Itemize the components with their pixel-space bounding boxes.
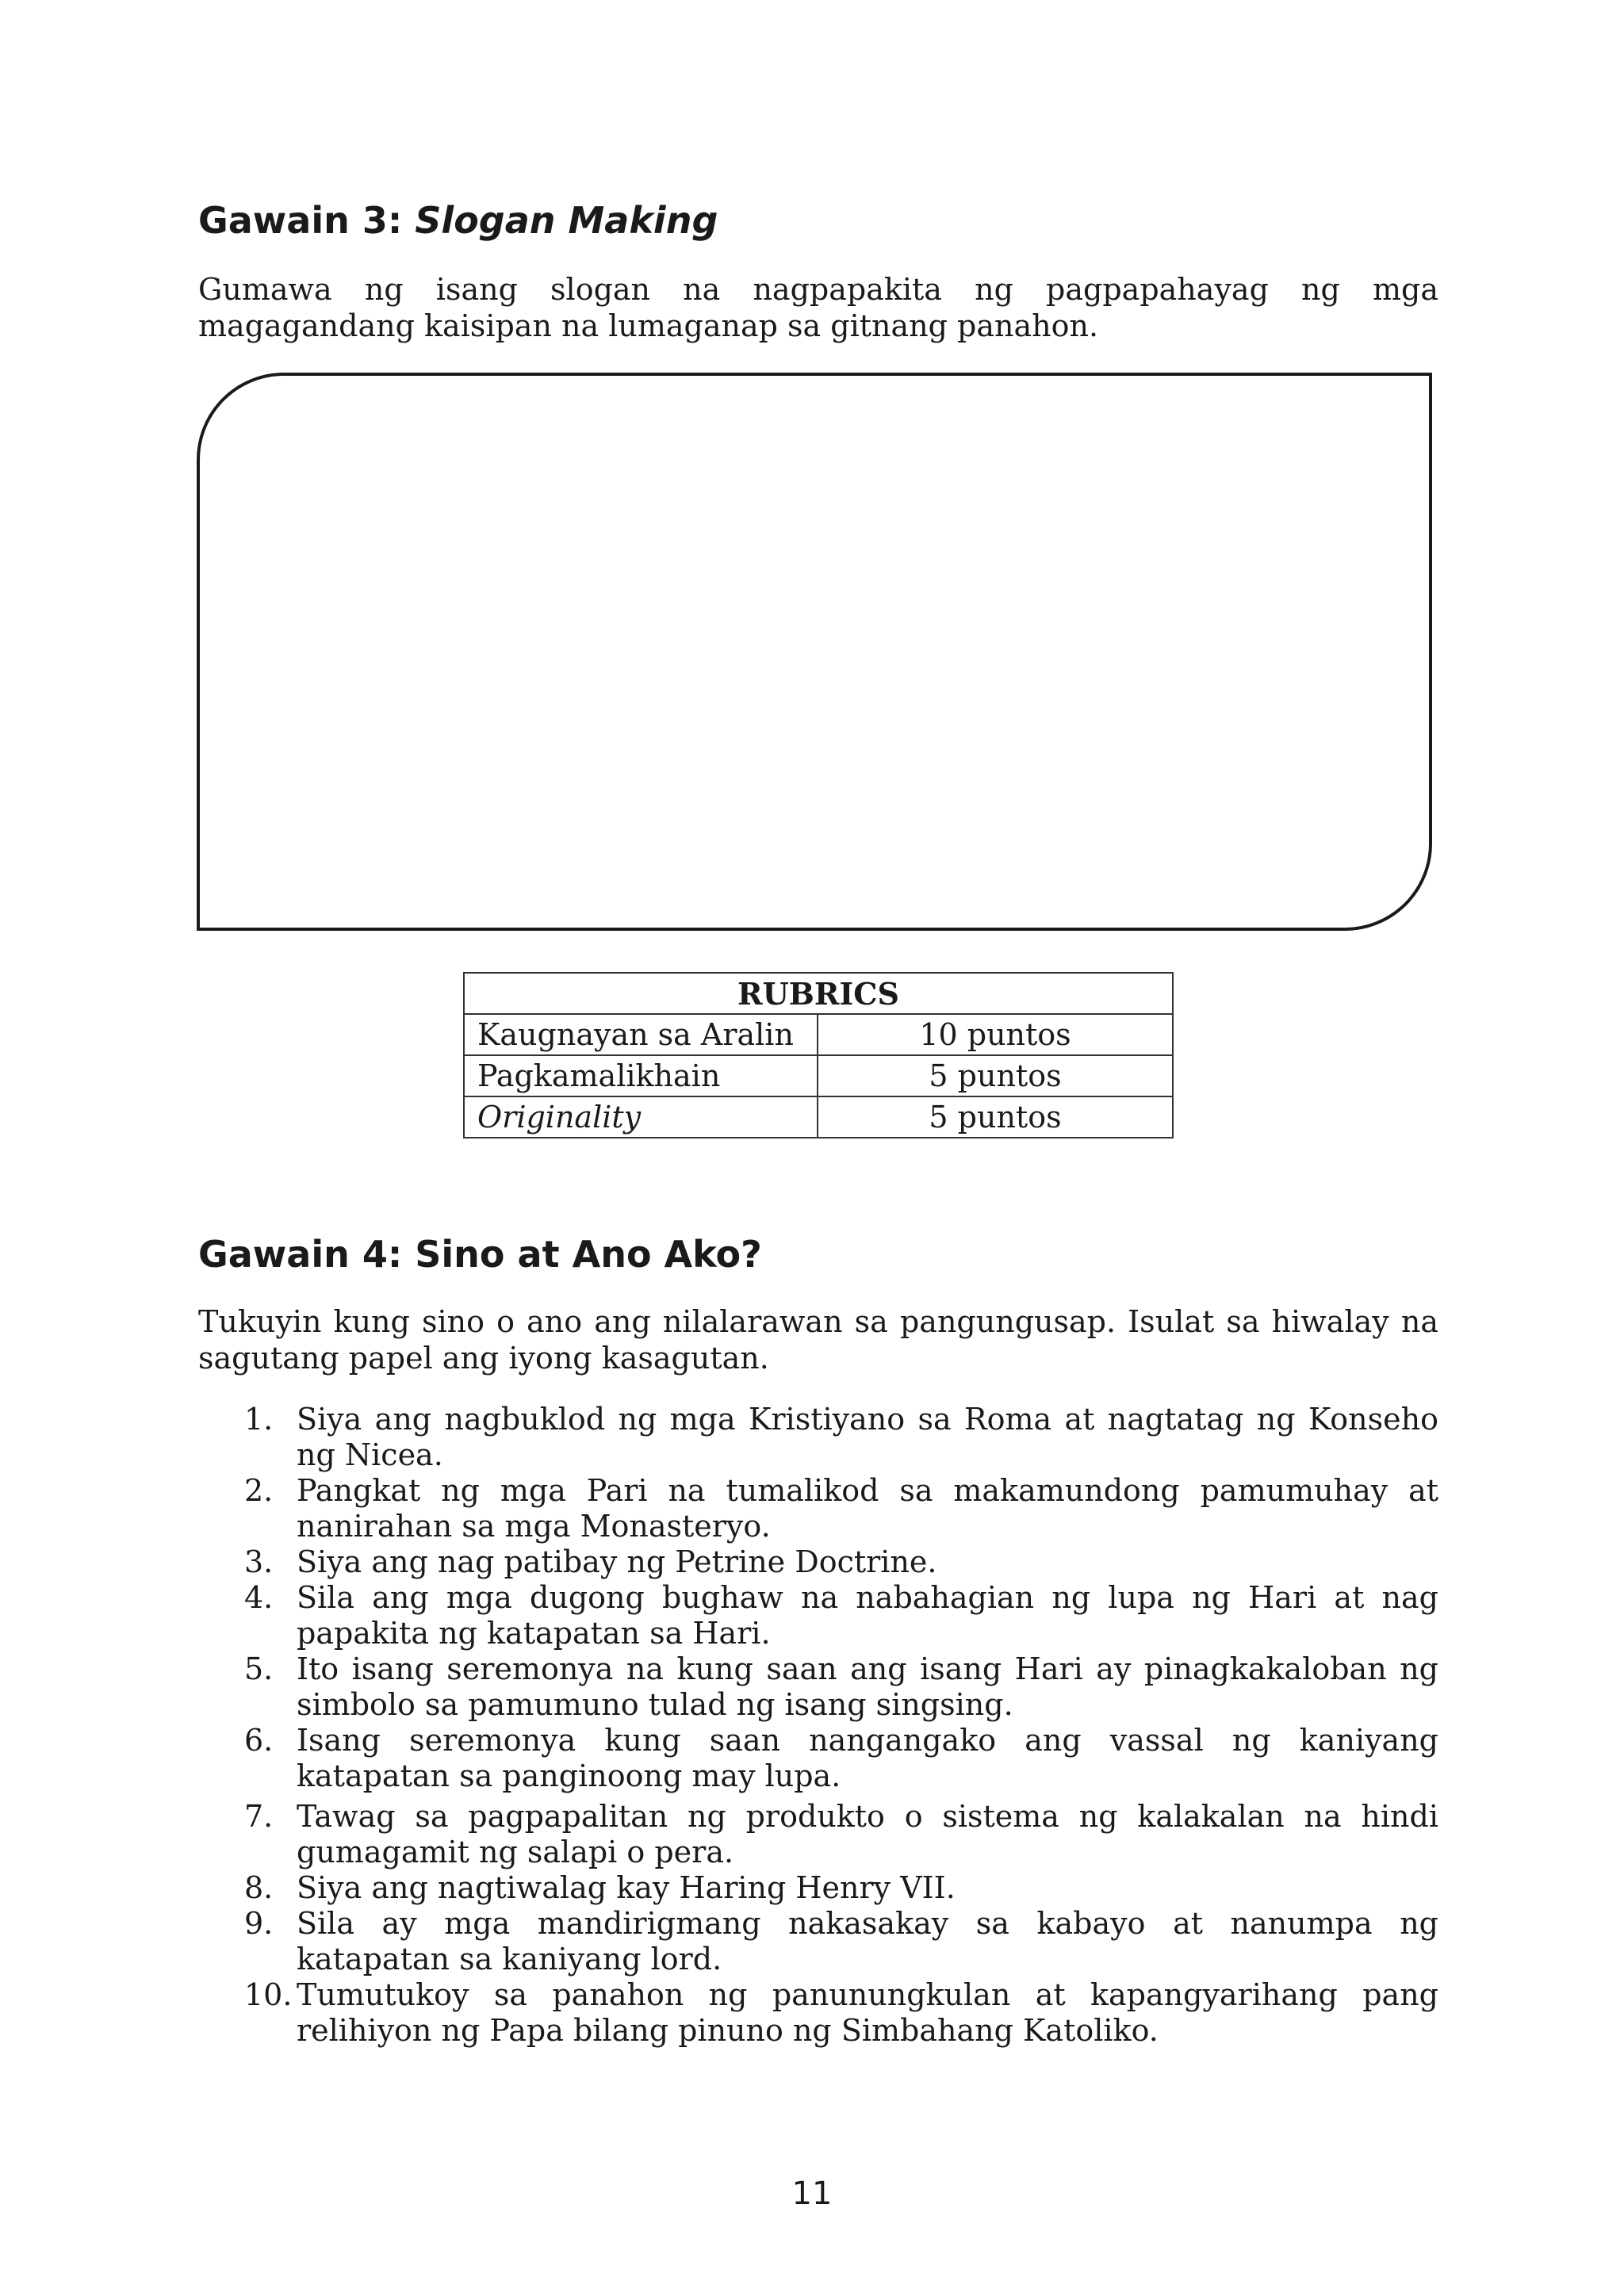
rubrics-row — [464, 1014, 1173, 1055]
question-text: Isang seremonya kung saan nangangako ang vassal ng kaniyang katapatan sa panginoong may lupa. — [297, 1723, 1438, 1793]
question-number: 10. — [244, 1977, 293, 2012]
rubrics-row — [464, 1096, 1173, 1138]
question-item — [198, 1544, 1438, 1580]
question-text: Pangkat ng mga Pari na tumalikod sa makamundong pamumuhay at nanirahan sa mga Monasteryo. — [297, 1473, 1438, 1544]
question-text: Siya ang nagbuklod ng mga Kristiyano sa Roma at nagtatag ng Konseho ng Nicea. — [297, 1402, 1438, 1472]
question-number: 5. — [244, 1651, 274, 1686]
question-text: Sila ang mga dugong bughaw na nabahagian ng lupa ng Hari at nag papakita ng katapatan sa Hari. — [297, 1580, 1438, 1651]
gawain3-title-italic: Slogan Making — [415, 199, 718, 242]
gawain3-title-prefix: Gawain 3: — [198, 199, 416, 242]
rubrics-criterion: Originality — [464, 1096, 818, 1138]
question-number: 1. — [244, 1402, 274, 1437]
question-text: Sila ay mga mandirigmang nakasakay sa kabayo at nanumpa ng katapatan sa kaniyang lord. — [297, 1906, 1438, 1976]
gawain3-instructions: Gumawa ng isang slogan na nagpapakita ng pagpapahayag ng mga magagandang kaisipan na lumaganap sa gitnang panahon. — [198, 272, 1438, 343]
page-number: 11 — [791, 2175, 833, 2212]
gawain3-title — [198, 198, 718, 243]
question-number: 8. — [244, 1870, 274, 1905]
question-text: Siya ang nag patibay ng Petrine Doctrine. — [297, 1544, 937, 1579]
question-item — [198, 1580, 1438, 1651]
question-number: 7. — [244, 1799, 274, 1834]
question-item — [198, 1723, 1438, 1794]
rubrics-header: RUBRICS — [464, 973, 1173, 1014]
question-text: Tumutukoy sa panahon ng panunungkulan at kapangyarihang pang relihiyon ng Papa bilang pinuno ng Simbahang Katoliko. — [297, 1977, 1438, 2048]
question-number: 9. — [244, 1906, 274, 1941]
question-item — [198, 1651, 1438, 1723]
question-item — [198, 1402, 1438, 1473]
question-item — [198, 1799, 1438, 1870]
rubrics-criterion: Pagkamalikhain — [464, 1055, 818, 1096]
rubrics-header-row — [464, 973, 1173, 1014]
slogan-drawing-box — [197, 373, 1432, 931]
question-item — [198, 1906, 1438, 1977]
question-text: Ito isang seremonya na kung saan ang isang Hari ay pinagkakaloban ng simbolo sa pamumuno tulad ng isang singsing. — [297, 1651, 1438, 1722]
question-number: 3. — [244, 1544, 274, 1579]
rubrics-points: 5 puntos — [818, 1055, 1173, 1096]
gawain4-instructions: Tukuyin kung sino o ano ang nilalarawan sa pangungusap. Isulat sa hiwalay na sagutang papel ang iyong kasagutan. — [198, 1304, 1438, 1376]
question-text: Tawag sa pagpapalitan ng produkto o sistema ng kalakalan na hindi gumagamit ng salapi o pera. — [297, 1799, 1438, 1869]
question-list — [198, 1402, 1438, 2049]
rubrics-points: 10 puntos — [818, 1014, 1173, 1055]
rubrics-row — [464, 1055, 1173, 1096]
question-number: 2. — [244, 1473, 274, 1508]
rubrics-table — [463, 972, 1174, 1138]
question-number: 4. — [244, 1580, 274, 1615]
question-item — [198, 1977, 1438, 2049]
rubrics-criterion: Kaugnayan sa Aralin — [464, 1014, 818, 1055]
question-number: 6. — [244, 1723, 274, 1758]
question-item — [198, 1870, 1438, 1906]
rubrics-points: 5 puntos — [818, 1096, 1173, 1138]
question-item — [198, 1473, 1438, 1544]
question-text: Siya ang nagtiwalag kay Haring Henry VII. — [297, 1870, 956, 1905]
gawain4-title: Gawain 4: Sino at Ano Ako? — [198, 1233, 762, 1276]
